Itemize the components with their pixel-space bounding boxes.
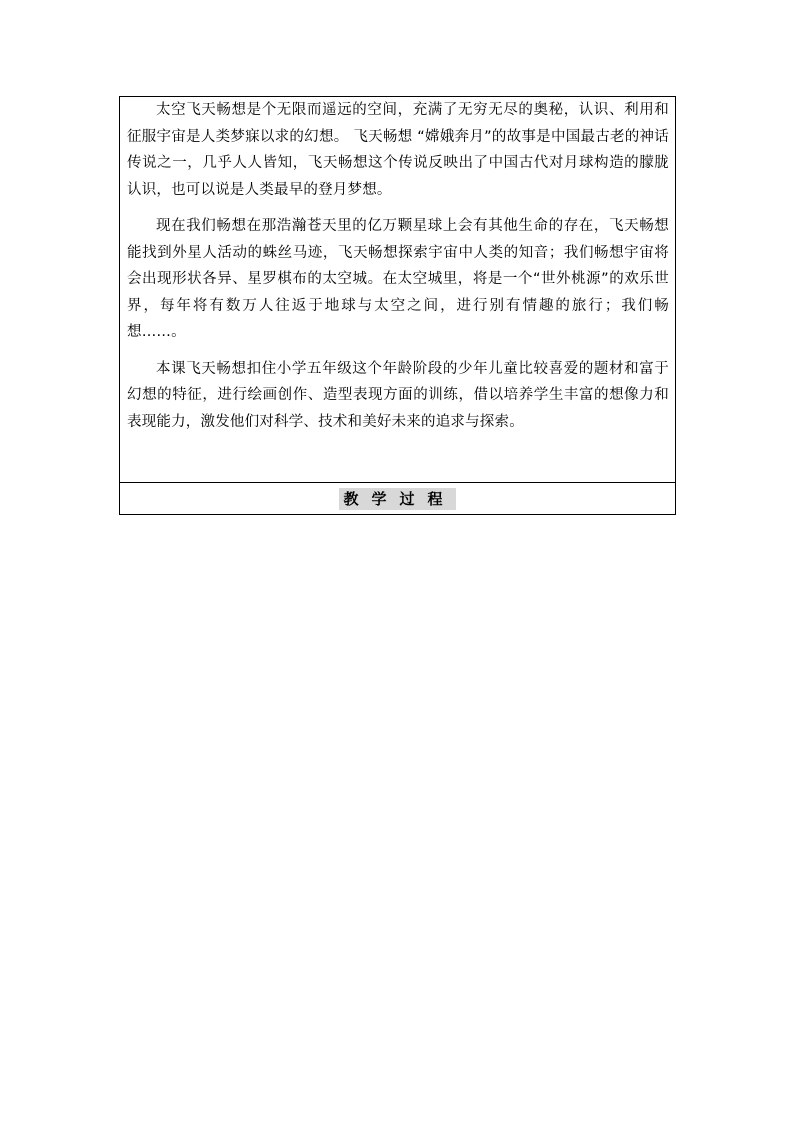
lesson-table [119,96,676,515]
section-heading-cell [120,483,675,514]
paragraph-intro: 太空飞天畅想是个无限而遥远的空间，充满了无穷无尽的奥秘，认识、利用和征服宇宙是人类梦寐以求的幻想。 飞天畅想 “嫦娥奔月”的故事是中国最古老的神话传说之一，几乎人人皆知，飞天畅想这个传说反映出了中国古代对月球构造的朦胧认识，也可以说是人类最早的登月梦想。 [127,102,669,198]
paragraph-lesson-goal: 本课飞天畅想扣住小学五年级这个年龄阶段的少年儿童比较喜爱的题材和富于幻想的特征，进行绘画创作、造型表现方面的训练，借以培养学生丰富的想像力和表现能力，激发他们对科学、技术和美好未来的追求与探索。 [127,360,669,430]
lesson-description-cell [120,97,675,483]
section-heading: 教学过程 [339,488,455,510]
paragraph-imagination: 现在我们畅想在那浩瀚苍天里的亿万颗星球上会有其他生命的存在，飞天畅想能找到外星人活动的蛛丝马迹，飞天畅想探索宇宙中人类的知音；我们畅想宇宙将会出现形状各异、星罗棋布的太空城。在太空城里，将是一个“世外桃源”的欢乐世界，每年将有数万人往返于地球与太空之间，进行别有情趣的旅行；我们畅想……。 [127,218,669,340]
